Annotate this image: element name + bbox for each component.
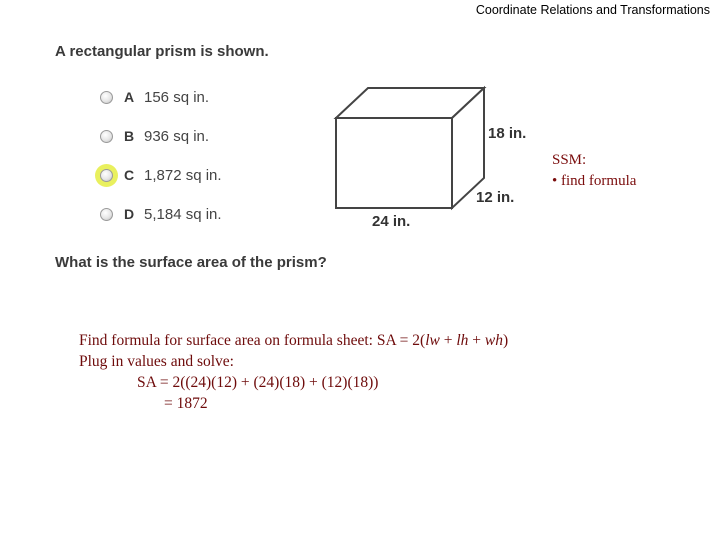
prism-front-face (336, 118, 452, 208)
length-label: 24 in. (372, 213, 411, 230)
solution-line-substitution: SA = 2((24)(12) + (24)(18) + (12)(18)) (137, 374, 379, 391)
solution-line-plug-in: Plug in values and solve: (79, 353, 234, 370)
formula-close: ) (503, 332, 509, 349)
choice-letter: B (124, 128, 135, 144)
radio-button-icon[interactable] (100, 91, 113, 104)
page-header-title: Coordinate Relations and Transformations (475, 3, 710, 17)
formula-wh: wh (484, 332, 504, 349)
solution-line-formula (79, 330, 508, 351)
depth-label: 12 in. (476, 189, 515, 206)
choice-text: 936 sq in. (144, 127, 210, 145)
rectangular-prism-diagram (330, 84, 545, 234)
problem-prompt: A rectangular prism is shown. (55, 43, 269, 60)
formula-lw: lw (425, 332, 440, 349)
radio-button-icon[interactable] (100, 130, 113, 143)
height-label: 18 in. (488, 125, 527, 142)
problem-question: What is the surface area of the prism? (55, 254, 327, 271)
formula-plus: + (468, 332, 485, 349)
ssm-bullet: • find formula (552, 173, 637, 189)
formula-prefix: Find formula for surface area on formula sheet: SA = 2( (79, 332, 426, 349)
choice-letter: D (124, 206, 135, 222)
solution-line-result: = 1872 (164, 395, 208, 412)
choice-text: 5,184 sq in. (144, 205, 222, 223)
choice-letter: A (124, 89, 135, 105)
ssm-note (552, 150, 636, 192)
choice-b[interactable] (100, 125, 209, 147)
choice-letter: C (124, 167, 135, 183)
choice-c[interactable] (100, 164, 222, 186)
choice-text: 1,872 sq in. (144, 166, 222, 184)
formula-plus: + (439, 332, 457, 349)
solution-text (79, 330, 508, 414)
radio-button-icon[interactable] (100, 208, 113, 221)
choice-text: 156 sq in. (144, 88, 210, 106)
choice-a[interactable] (100, 86, 209, 108)
ssm-title: SSM: (552, 152, 587, 168)
choice-d[interactable] (100, 203, 222, 225)
formula-lh: lh (456, 332, 469, 349)
radio-button-selected-icon[interactable] (100, 169, 113, 182)
